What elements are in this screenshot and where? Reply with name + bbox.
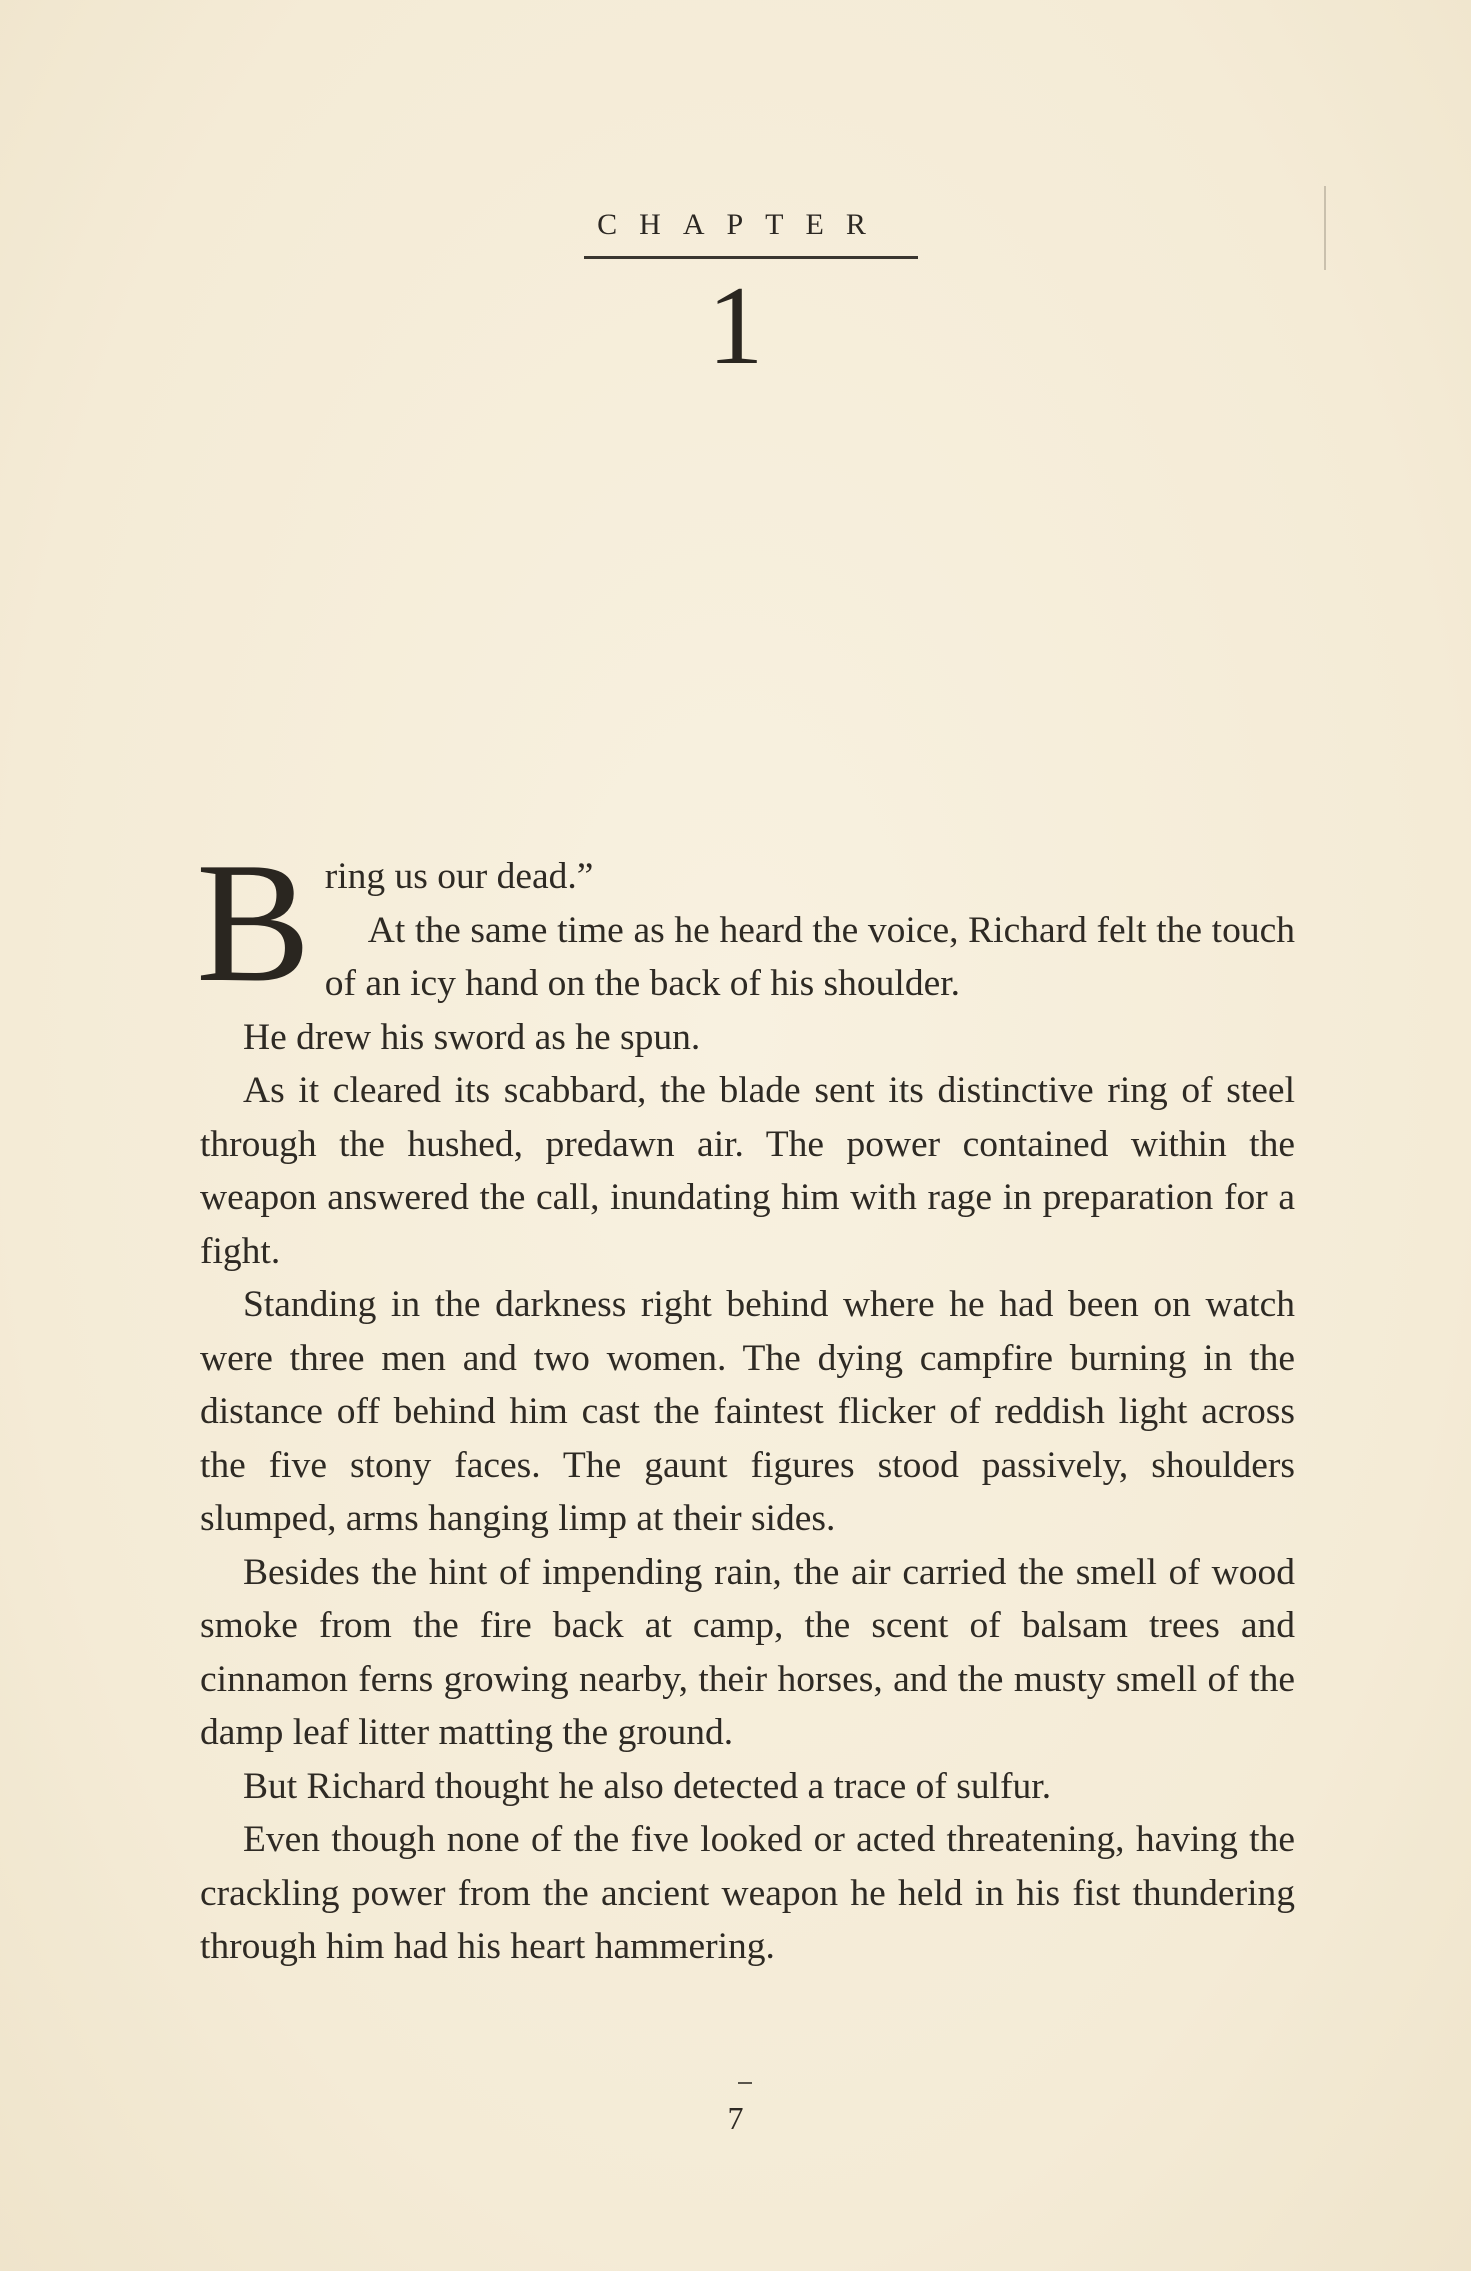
chapter-rule: [584, 256, 918, 259]
paragraph-5: Standing in the darkness right behind where he had been on watch were three men and two women. The dying campfire burning in the distance off behind him cast the faintest flicker of reddish light across the five stony faces. The gaunt figures stood passively, shoulders slumped, arms hanging limp at their sides.: [200, 1284, 1295, 1539]
paragraph-2: At the same time as he heard the voice, Richard felt the touch of an icy hand on the back of his shoulder.: [324, 909, 1295, 1004]
paragraph-7: But Richard thought he also detected a trace of sulfur.: [243, 1765, 1052, 1807]
paragraph-4: As it cleared its scabbard, the blade sent its distinctive ring of steel through the hushed, predawn air. The power contained within the weapon answered the call, inundating him with rage in preparation for a fight.: [200, 1070, 1295, 1272]
paragraph-1: ring us our dead.”: [324, 856, 594, 897]
paragraph-8: Even though none of the five looked or acted threatening, having the crackling power from the ancient weapon he held in his fist thundering through him had his heart hammering.: [200, 1819, 1295, 1967]
page-number: 7: [727, 2100, 744, 2136]
body-text: [196, 828, 1295, 1974]
page-number-rule: [738, 2082, 752, 2084]
drop-cap: B: [196, 828, 311, 1018]
paragraph-3: He drew his sword as he spun.: [243, 1016, 701, 1058]
chapter-label: CHAPTER: [597, 208, 888, 241]
chapter-number: 1: [707, 264, 764, 388]
paragraph-6: Besides the hint of impending rain, the air carried the smell of wood smoke from the fire back at camp, the scent of balsam trees and cinnamon ferns growing nearby, their horses, and the musty smell of the damp leaf litter matting the ground.: [200, 1551, 1295, 1753]
